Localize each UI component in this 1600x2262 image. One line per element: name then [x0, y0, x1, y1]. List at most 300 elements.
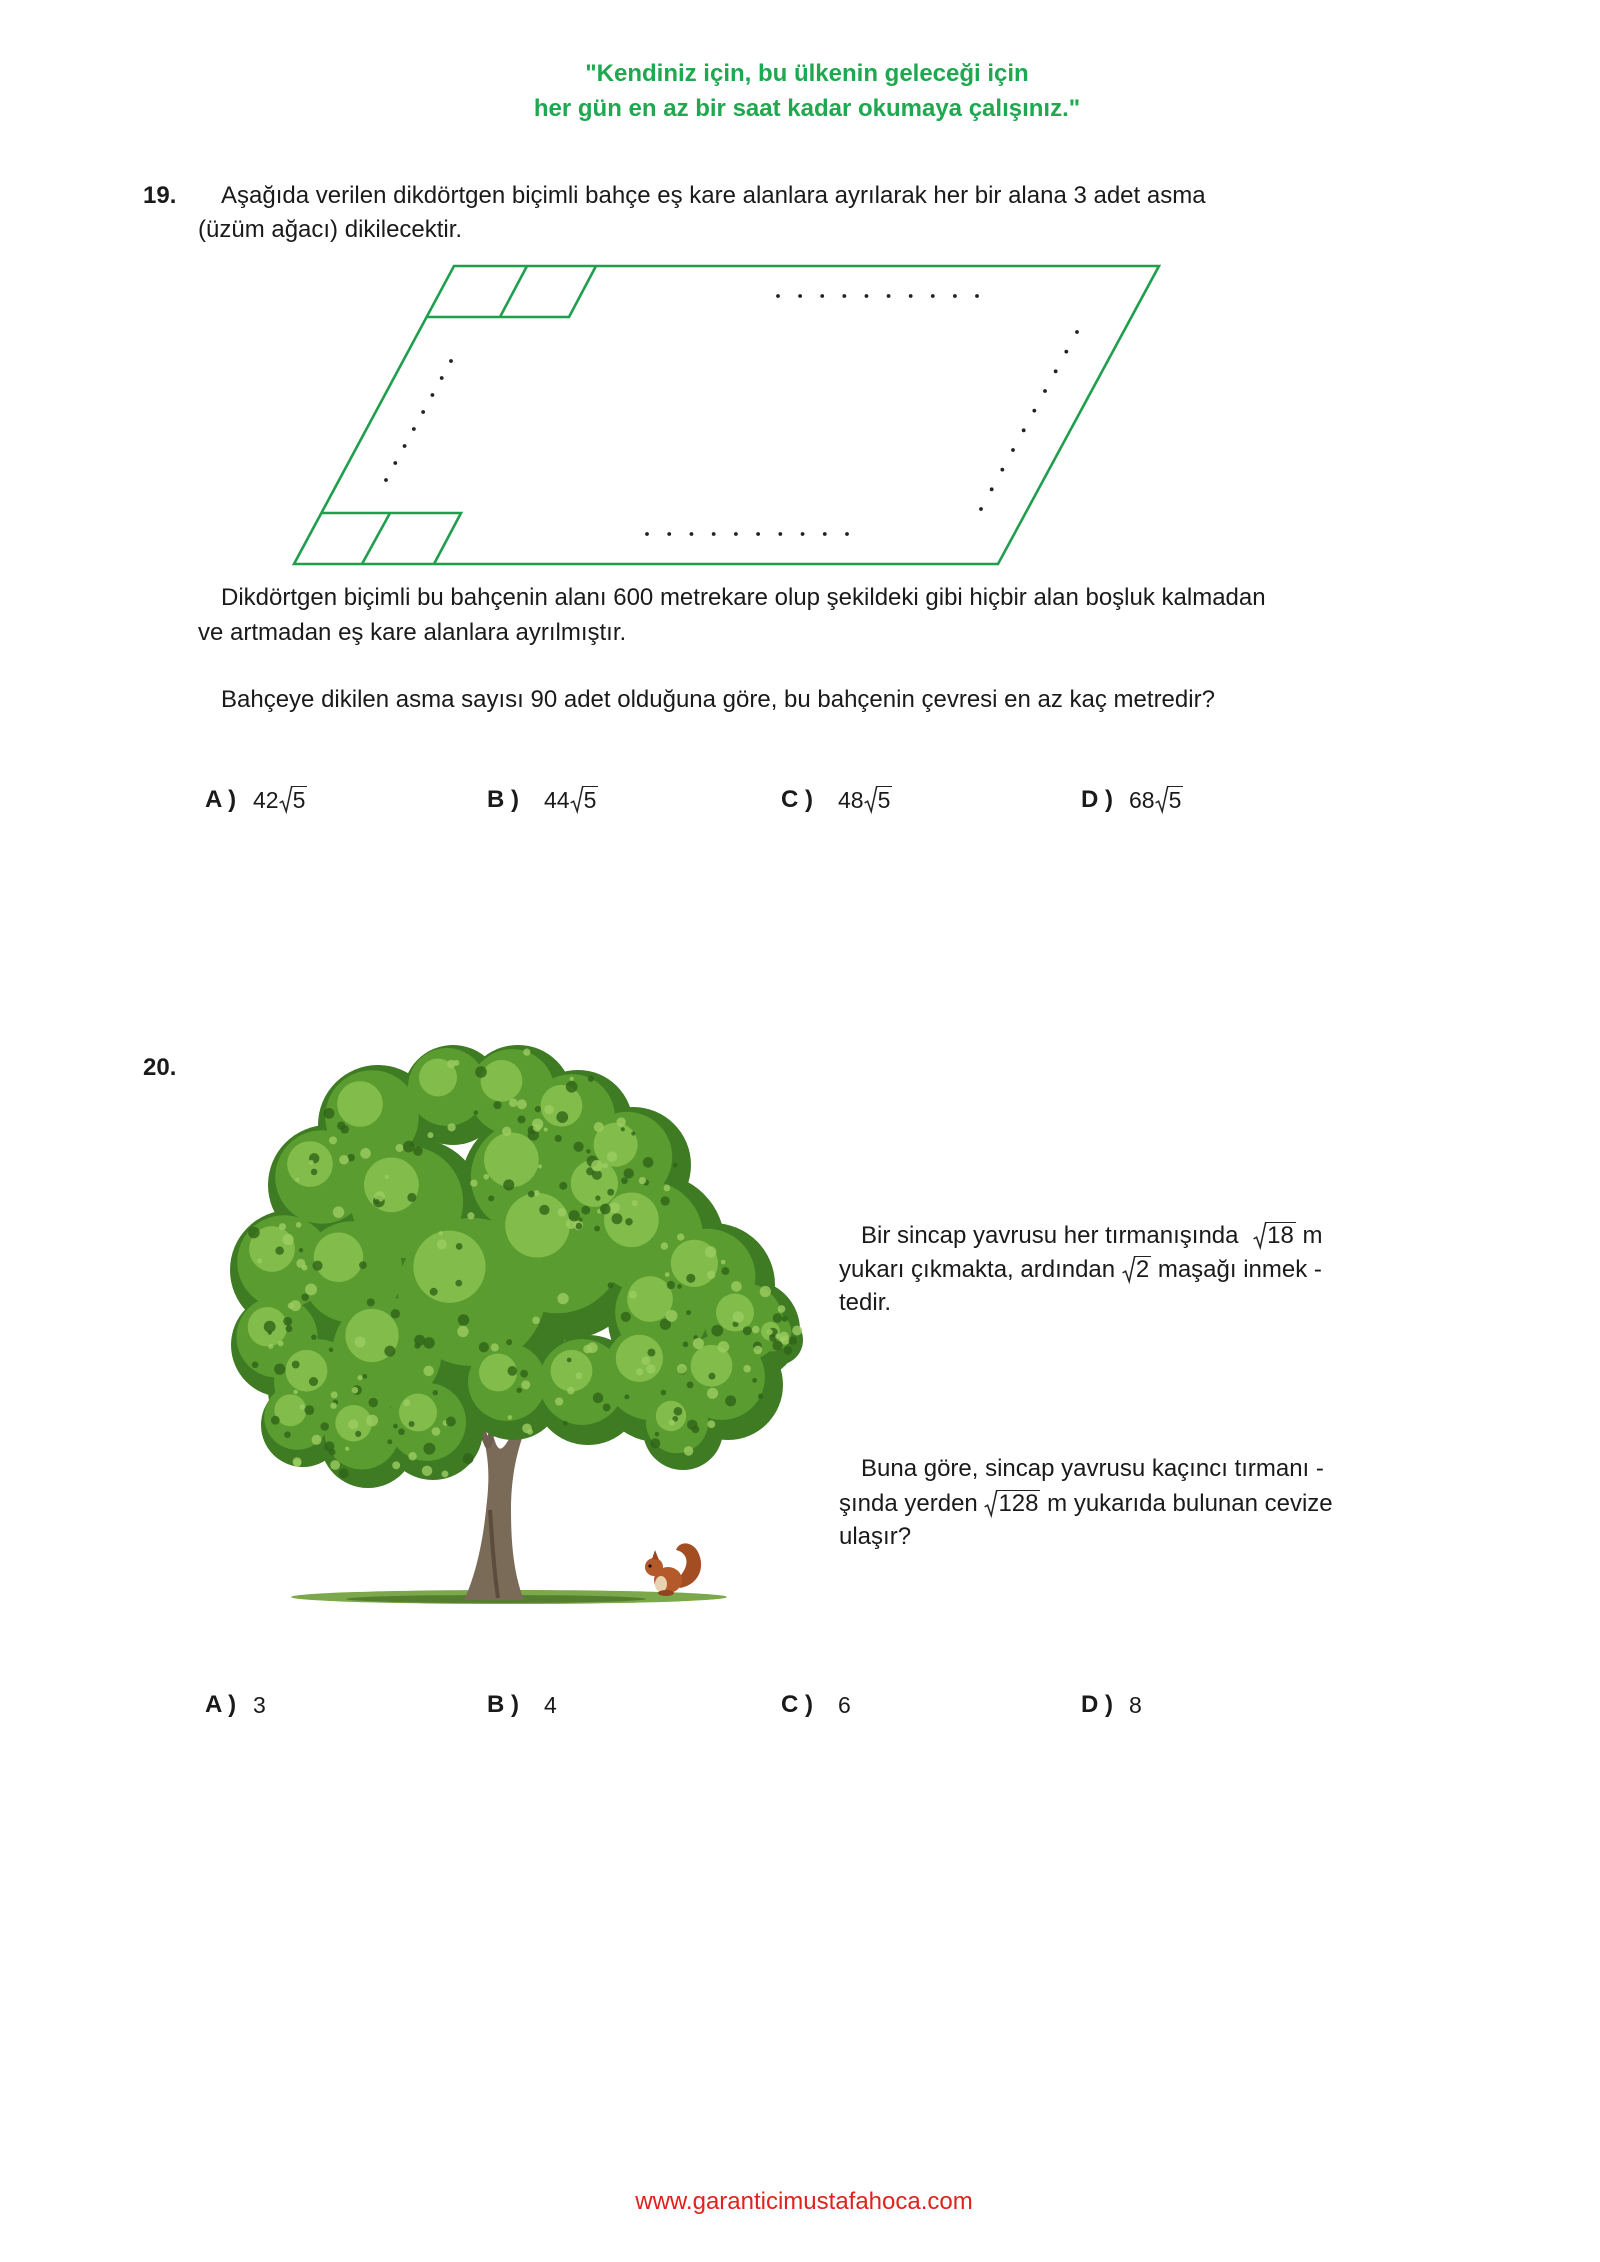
- ellipsis-dot: [909, 294, 913, 298]
- leaf-texture: [491, 1343, 499, 1351]
- leaf-texture: [563, 1421, 568, 1426]
- ellipsis-dot: [1011, 448, 1015, 452]
- leaf-texture: [331, 1391, 338, 1398]
- leaf-texture: [707, 1271, 715, 1279]
- leaf-texture: [493, 1101, 501, 1109]
- leaf-texture: [632, 1200, 638, 1206]
- leaf-texture: [439, 1231, 444, 1236]
- foliage-highlight: [413, 1231, 485, 1303]
- leaf-texture: [621, 1177, 628, 1184]
- q20-ask-line3: ulaşır?: [839, 1523, 912, 1550]
- square-root: [984, 1490, 1040, 1517]
- ellipsis-dot: [1000, 468, 1004, 472]
- q20-option-b-label: B ): [487, 1691, 519, 1718]
- leaf-texture: [600, 1204, 611, 1215]
- radical-sign: [1155, 786, 1168, 813]
- leaf-texture: [423, 1443, 435, 1455]
- leaf-texture: [538, 1164, 542, 1168]
- leaf-texture: [773, 1313, 783, 1323]
- q20-option-d-label: D ): [1081, 1691, 1113, 1718]
- leaf-texture: [533, 1124, 541, 1132]
- ellipsis-dot: [887, 294, 891, 298]
- leaf-texture: [544, 1127, 548, 1131]
- leaf-texture: [463, 1453, 474, 1464]
- ellipsis-dot: [384, 478, 388, 482]
- leaf-texture: [603, 1403, 611, 1411]
- ellipsis-dots: [384, 294, 1079, 536]
- leaf-texture: [456, 1243, 463, 1250]
- leaf-texture: [284, 1431, 291, 1438]
- leaf-texture: [441, 1470, 448, 1477]
- leaf-texture: [360, 1148, 371, 1159]
- leaf-texture: [520, 1370, 528, 1378]
- leaf-texture: [408, 1452, 416, 1460]
- leaf-texture: [437, 1239, 447, 1249]
- leaf-texture: [302, 1264, 308, 1270]
- q19-option-a-value: [253, 785, 307, 815]
- q20-option-a-label: A ): [205, 1691, 237, 1718]
- ellipsis-dot: [690, 532, 694, 536]
- leaf-texture: [391, 1309, 400, 1318]
- leaf-texture: [422, 1466, 432, 1476]
- leaf-texture: [517, 1099, 527, 1109]
- leaf-texture: [339, 1469, 349, 1479]
- leaf-texture: [639, 1177, 646, 1184]
- leaf-texture: [339, 1155, 349, 1165]
- leaf-texture: [299, 1248, 303, 1252]
- leaf-texture: [752, 1326, 760, 1334]
- q19-option-b-label: B ): [487, 786, 519, 813]
- leaf-texture: [329, 1449, 335, 1455]
- q20-climb-line2: [839, 1255, 1322, 1285]
- leaf-texture: [527, 1429, 533, 1435]
- leaf-texture: [673, 1163, 678, 1168]
- question-20-number: 20.: [143, 1054, 177, 1081]
- leaf-texture: [528, 1191, 535, 1198]
- leaf-texture: [282, 1234, 293, 1245]
- squirrel-belly: [655, 1576, 667, 1592]
- squirrel: [645, 1543, 701, 1596]
- leaf-texture: [304, 1405, 314, 1415]
- leaf-texture: [455, 1280, 462, 1287]
- leaf-texture: [586, 1149, 590, 1153]
- climb-text: Bir sincap yavrusu her tırmanışında: [861, 1222, 1239, 1249]
- leaf-texture: [707, 1420, 715, 1428]
- leaf-texture: [367, 1298, 375, 1306]
- leaf-texture: [686, 1274, 695, 1283]
- ellipsis-dot: [845, 532, 849, 536]
- leaf-texture: [329, 1136, 337, 1144]
- leaf-texture: [705, 1246, 716, 1257]
- ellipsis-dot: [449, 359, 453, 363]
- coefficient: 44: [544, 787, 570, 813]
- leaf-texture: [355, 1336, 366, 1347]
- q20-ask-line1: Buna göre, sincap yavrusu kaçıncı tırmanı -: [861, 1455, 1324, 1482]
- leaf-texture: [778, 1305, 786, 1313]
- top-plots-divider: [500, 266, 527, 317]
- ellipsis-dot: [931, 294, 935, 298]
- ellipsis-dot: [823, 532, 827, 536]
- q19-option-d-label: D ): [1081, 786, 1113, 813]
- leaf-texture: [631, 1131, 635, 1135]
- ellipsis-dot: [1075, 330, 1079, 334]
- leaf-texture: [758, 1394, 763, 1399]
- leaf-texture: [274, 1364, 285, 1375]
- leaf-texture: [721, 1260, 726, 1265]
- leaf-texture: [355, 1431, 361, 1437]
- tree-illustration: [228, 1040, 808, 1610]
- ellipsis-dot: [403, 444, 407, 448]
- header-quote-line2: her gün en az bir saat kadar okumaya çalışınız.": [533, 95, 1081, 122]
- leaf-texture: [320, 1422, 329, 1431]
- leaf-texture: [393, 1424, 398, 1429]
- bottom-plots-divider: [362, 513, 390, 564]
- leaf-texture: [784, 1346, 793, 1355]
- leaf-texture: [509, 1098, 518, 1107]
- leaf-texture: [721, 1267, 729, 1275]
- leaf-texture: [283, 1317, 292, 1326]
- leaf-texture: [368, 1398, 378, 1408]
- leaf-texture: [567, 1387, 575, 1395]
- leaf-texture: [387, 1439, 392, 1444]
- leaf-texture: [731, 1281, 742, 1292]
- leaf-texture: [616, 1117, 625, 1126]
- leaf-texture: [362, 1374, 367, 1379]
- top-plots-edge: [427, 266, 596, 317]
- leaf-texture: [555, 1397, 563, 1405]
- radicand: 18: [1267, 1222, 1294, 1249]
- q20-climb-line3: tedir.: [839, 1289, 892, 1316]
- ellipsis-dot: [393, 461, 397, 465]
- question-19-prompt: Bahçeye dikilen asma sayısı 90 adet olduğuna göre, bu bahçenin çevresi en az kaç metredir?: [221, 686, 1215, 713]
- bottom-corner-plots: [321, 513, 461, 564]
- leaf-texture: [583, 1345, 592, 1354]
- ellipsis-dot: [842, 294, 846, 298]
- leaf-texture: [311, 1169, 317, 1175]
- foliage-highlight: [481, 1060, 523, 1102]
- q20-option-c-label: C ): [781, 1691, 813, 1718]
- leaf-texture: [754, 1346, 763, 1355]
- foliage-highlight: [286, 1350, 328, 1392]
- leaf-texture: [574, 1142, 584, 1152]
- leaf-texture: [392, 1461, 400, 1469]
- leaf-texture: [503, 1179, 514, 1190]
- tree-canopy: [230, 1045, 803, 1488]
- squirrel-eye: [648, 1564, 651, 1567]
- leaf-texture: [433, 1390, 438, 1395]
- leaf-texture: [517, 1115, 525, 1123]
- leaf-texture: [566, 1081, 578, 1093]
- leaf-texture: [782, 1316, 788, 1322]
- leaf-texture: [567, 1358, 572, 1363]
- q19-option-a-label: A ): [205, 786, 237, 813]
- leaf-texture: [684, 1446, 694, 1456]
- leaf-texture: [257, 1258, 262, 1263]
- leaf-texture: [470, 1179, 477, 1186]
- leaf-texture: [532, 1316, 540, 1324]
- leaf-texture: [279, 1223, 286, 1230]
- leaf-texture: [330, 1403, 336, 1409]
- radical-stroke: [1122, 1257, 1135, 1282]
- leaf-texture: [711, 1325, 723, 1337]
- leaf-texture: [252, 1361, 259, 1368]
- ellipsis-dot: [645, 532, 649, 536]
- leaf-texture: [718, 1341, 730, 1353]
- question-19-number: 19.: [143, 182, 177, 209]
- leaf-texture: [579, 1218, 583, 1222]
- radical-sign: [279, 786, 292, 813]
- radical-sign: [1122, 1256, 1135, 1283]
- foliage-highlight: [399, 1394, 437, 1432]
- leaf-texture: [305, 1283, 317, 1295]
- leaf-texture: [309, 1160, 314, 1165]
- leaf-texture: [359, 1261, 367, 1269]
- leaf-texture: [275, 1246, 283, 1254]
- leaf-texture: [570, 1077, 574, 1081]
- leaf-texture: [479, 1342, 489, 1352]
- q20-climb-line1: [861, 1221, 1323, 1251]
- foliage-highlight: [505, 1193, 570, 1258]
- leaf-texture: [286, 1325, 293, 1332]
- leaf-texture: [767, 1329, 773, 1335]
- leaf-texture: [677, 1364, 687, 1374]
- radical-stroke: [864, 787, 877, 812]
- leaf-texture: [629, 1291, 637, 1299]
- leaf-texture: [333, 1206, 344, 1217]
- leaf-texture: [403, 1399, 410, 1406]
- radical-sign: [570, 786, 583, 813]
- leaf-texture: [312, 1261, 322, 1271]
- question-19-intro-line2: (üzüm ağacı) dikilecektir.: [198, 216, 463, 243]
- leaf-texture: [539, 1205, 549, 1215]
- radical-stroke: [1254, 1223, 1267, 1248]
- leaf-texture: [760, 1286, 771, 1297]
- squirrel-ear: [652, 1550, 659, 1560]
- leaf-texture: [352, 1387, 359, 1394]
- leaf-texture: [268, 1344, 273, 1349]
- leaf-texture: [507, 1366, 517, 1376]
- leaf-texture: [636, 1368, 643, 1375]
- leaf-texture: [581, 1206, 590, 1215]
- leaf-texture: [544, 1105, 553, 1114]
- leaf-texture: [414, 1343, 420, 1349]
- leaf-texture: [409, 1421, 415, 1427]
- climb-text: maşağı inmek -: [1157, 1256, 1322, 1283]
- leaf-texture: [608, 1282, 614, 1288]
- leaf-texture: [300, 1404, 305, 1409]
- leaf-texture: [293, 1390, 298, 1395]
- q19-option-d-value: [1129, 785, 1183, 815]
- leaf-texture: [423, 1366, 434, 1377]
- leaf-texture: [624, 1168, 634, 1178]
- leaf-texture: [413, 1146, 423, 1156]
- leaf-texture: [661, 1196, 670, 1205]
- leaf-texture: [474, 1110, 479, 1115]
- square-root: [1253, 1222, 1296, 1249]
- leaf-texture: [301, 1293, 309, 1301]
- q20-option-d-value: 8: [1129, 1692, 1142, 1718]
- leaf-texture: [366, 1415, 378, 1427]
- ellipsis-dot: [1022, 428, 1026, 432]
- foliage-highlight: [364, 1157, 419, 1212]
- radical-sign: [864, 786, 877, 813]
- leaf-texture: [385, 1175, 389, 1179]
- ellipsis-dot: [440, 376, 444, 380]
- leaf-texture: [603, 1163, 609, 1169]
- q19-option-b-value: [544, 785, 598, 815]
- leaf-texture: [642, 1356, 650, 1364]
- ellipsis-dot: [734, 532, 738, 536]
- leaf-texture: [569, 1210, 580, 1221]
- leaf-texture: [646, 1364, 655, 1373]
- leaf-texture: [446, 1416, 456, 1426]
- question-19-info-line2: ve artmadan eş kare alanlara ayrılmıştır.: [198, 619, 627, 646]
- top-corner-plots: [427, 266, 596, 317]
- leaf-texture: [607, 1189, 614, 1196]
- foliage-highlight: [337, 1081, 383, 1127]
- leaf-texture: [555, 1135, 562, 1142]
- radical-sign: [984, 1490, 997, 1517]
- leaf-texture: [686, 1310, 691, 1315]
- radical-stroke: [985, 1491, 998, 1516]
- ellipsis-dot: [1043, 389, 1047, 393]
- leaf-texture: [432, 1427, 441, 1436]
- leaf-texture: [647, 1349, 655, 1357]
- leaf-texture: [475, 1066, 487, 1078]
- question-19-intro-line1: Aşağıda verilen dikdörtgen biçimli bahçe eş kare alanlara ayrılarak her bir alana 3 adet asma: [221, 182, 1206, 209]
- radicand: 5: [877, 787, 891, 813]
- leaf-texture: [357, 1375, 362, 1380]
- leaf-texture: [621, 1127, 625, 1131]
- ellipsis-dot: [431, 393, 435, 397]
- ellipsis-dot: [953, 294, 957, 298]
- leaf-texture: [430, 1288, 438, 1296]
- ellipsis-dot: [756, 532, 760, 536]
- leaf-texture: [309, 1377, 318, 1386]
- radical-stroke: [279, 787, 292, 812]
- foliage-highlight: [314, 1233, 363, 1282]
- leaf-texture: [558, 1208, 567, 1217]
- leaf-texture: [752, 1378, 757, 1383]
- leaf-texture: [329, 1347, 334, 1352]
- leaf-texture: [453, 1060, 459, 1066]
- leaf-texture: [292, 1361, 300, 1369]
- q19-option-c-label: C ): [781, 786, 813, 813]
- leaf-texture: [683, 1342, 689, 1348]
- radicand: 2: [1135, 1256, 1150, 1283]
- ellipsis-dot: [975, 294, 979, 298]
- leaf-texture: [677, 1233, 684, 1240]
- q20-option-b-value: 4: [544, 1692, 557, 1718]
- leaf-texture: [665, 1272, 670, 1277]
- leaf-texture: [707, 1388, 718, 1399]
- leaf-texture: [502, 1127, 511, 1136]
- leaf-texture: [293, 1459, 301, 1467]
- radical-sign: [1253, 1222, 1266, 1249]
- leaf-texture: [669, 1419, 675, 1425]
- foliage-highlight: [551, 1350, 593, 1392]
- leaf-texture: [330, 1460, 340, 1470]
- leaf-texture: [288, 1303, 294, 1309]
- climb-text: yukarı çıkmakta, ardından: [839, 1256, 1116, 1283]
- ellipsis-dot: [778, 532, 782, 536]
- leaf-texture: [521, 1380, 530, 1389]
- leaf-texture: [523, 1049, 530, 1056]
- foliage-highlight: [484, 1132, 539, 1187]
- leaf-texture: [516, 1388, 521, 1393]
- leaf-texture: [427, 1132, 433, 1138]
- leaf-texture: [661, 1390, 667, 1396]
- leaf-texture: [655, 1432, 660, 1437]
- footer-website: www.garanticimustafahoca.com: [635, 2188, 973, 2215]
- leaf-texture: [687, 1381, 694, 1388]
- leaf-texture: [556, 1111, 568, 1123]
- foliage-highlight: [656, 1401, 686, 1431]
- square-root: [1155, 786, 1184, 813]
- leaf-texture: [384, 1346, 395, 1357]
- coefficient: 48: [838, 787, 864, 813]
- leaf-texture: [278, 1341, 284, 1347]
- ask-text: m yukarıda bulunan cevize: [1047, 1490, 1333, 1517]
- leaf-texture: [667, 1281, 675, 1289]
- leaf-texture: [296, 1222, 302, 1228]
- ellipsis-dot: [798, 294, 802, 298]
- leaf-texture: [340, 1125, 349, 1134]
- q20-option-c-value: 6: [838, 1692, 851, 1718]
- leaf-texture: [789, 1337, 797, 1345]
- ellipsis-dot: [865, 294, 869, 298]
- q20-option-a-value: 3: [253, 1692, 266, 1718]
- square-root: [570, 786, 599, 813]
- ellipsis-dot: [667, 532, 671, 536]
- leaf-texture: [625, 1218, 633, 1226]
- leaf-texture: [396, 1144, 404, 1152]
- ellipsis-dot: [1064, 350, 1068, 354]
- garden-outline: [294, 266, 1159, 564]
- leaf-texture: [772, 1340, 782, 1350]
- leaf-texture: [792, 1326, 802, 1336]
- leaf-texture: [345, 1447, 349, 1451]
- leaf-texture: [733, 1311, 744, 1322]
- ellipsis-dot: [776, 294, 780, 298]
- squirrel-head: [645, 1558, 663, 1576]
- header-quote-line1: "Kendiniz için, bu ülkenin geleceği için: [585, 60, 1029, 87]
- ellipsis-dot: [412, 427, 416, 431]
- leaf-texture: [488, 1195, 494, 1201]
- leaf-texture: [595, 1195, 600, 1200]
- ellipsis-dot: [1032, 409, 1036, 413]
- leaf-texture: [483, 1174, 489, 1180]
- leaf-texture: [725, 1395, 736, 1406]
- leaf-texture: [650, 1438, 660, 1448]
- leaf-texture: [506, 1339, 512, 1345]
- leaf-texture: [624, 1394, 629, 1399]
- q20-ask-line2: [839, 1489, 1333, 1519]
- leaf-texture: [576, 1223, 583, 1230]
- radical-stroke: [1155, 787, 1168, 812]
- leaf-texture: [457, 1326, 468, 1337]
- leaf-texture: [407, 1193, 416, 1202]
- leaf-texture: [677, 1284, 682, 1289]
- leaf-texture: [312, 1435, 322, 1445]
- leaf-texture: [591, 1160, 602, 1171]
- leaf-texture: [687, 1420, 697, 1430]
- square-root: [1122, 1256, 1151, 1283]
- radical-stroke: [570, 787, 583, 812]
- ellipsis-dot: [820, 294, 824, 298]
- leaf-texture: [467, 1212, 474, 1219]
- squirrel-feet: [658, 1590, 674, 1596]
